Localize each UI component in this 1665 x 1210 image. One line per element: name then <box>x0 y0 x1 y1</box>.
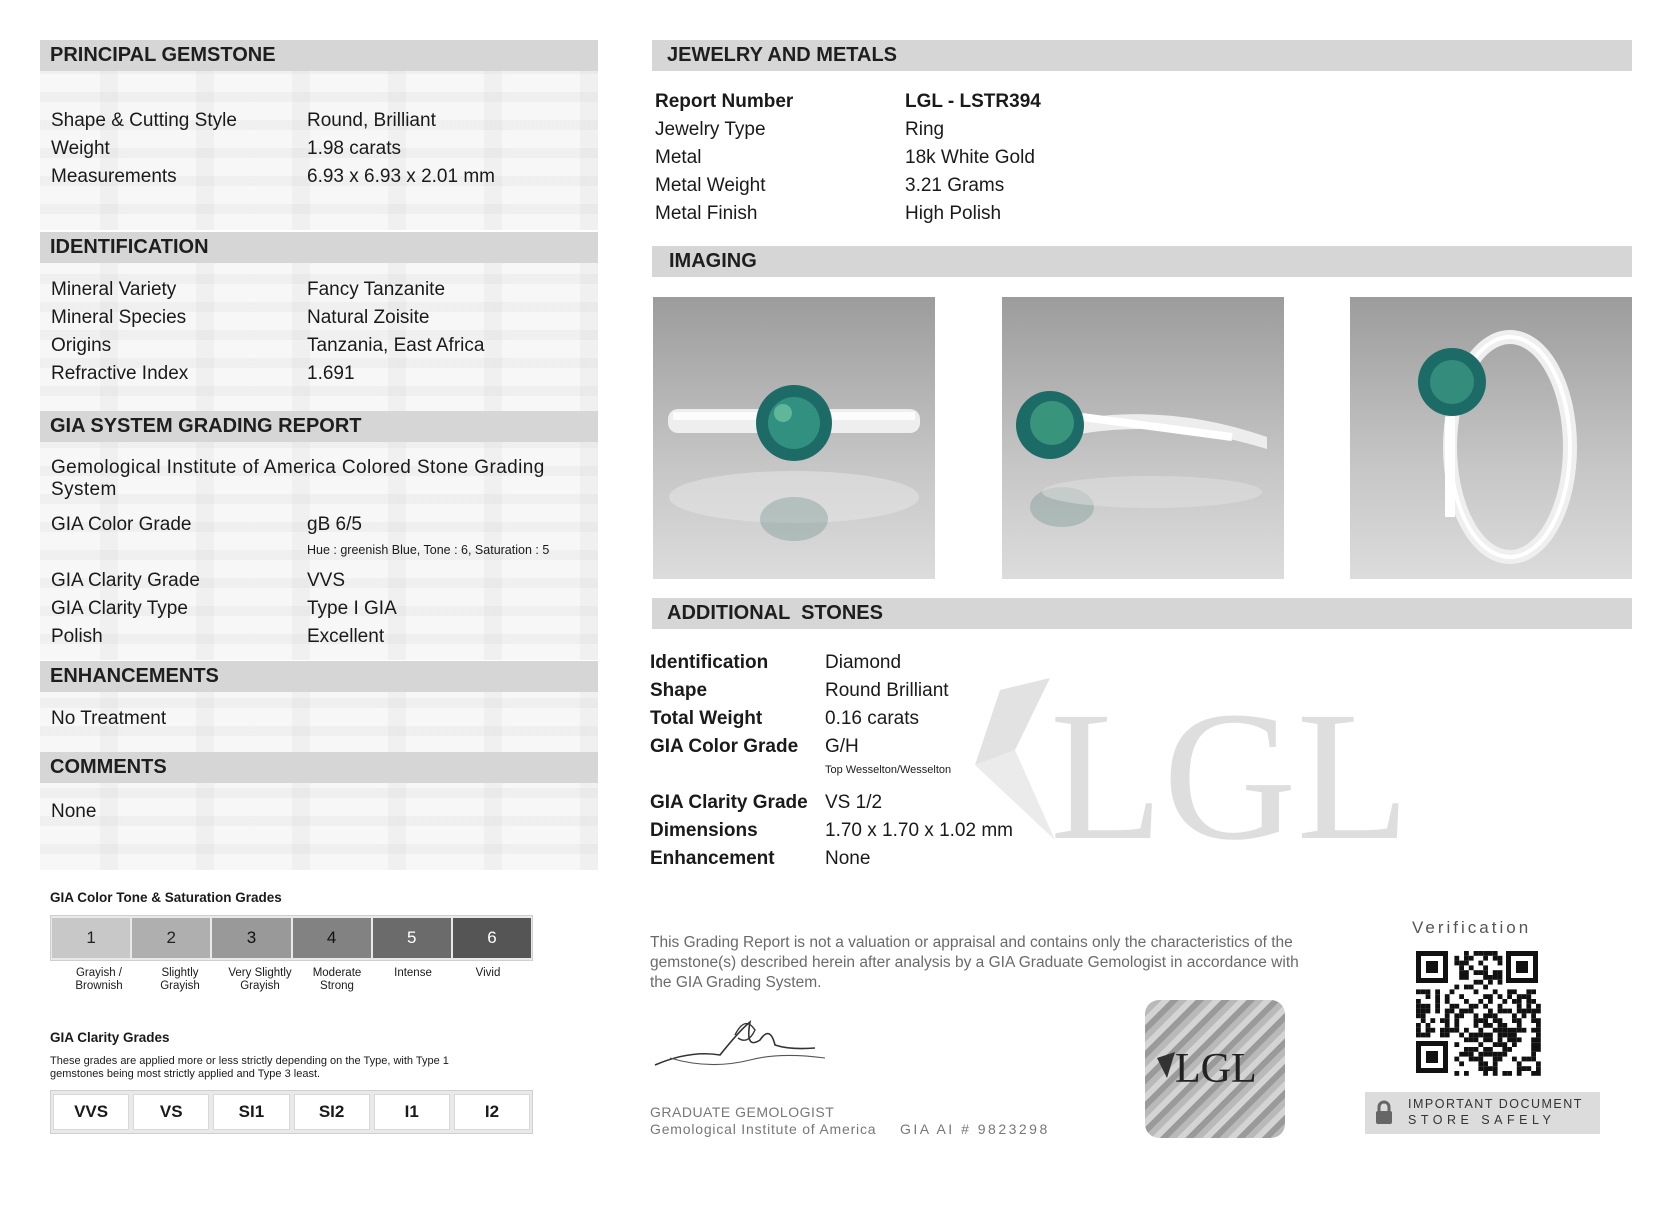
jewelry-type-value: Ring <box>905 119 945 140</box>
tone-cell-6: 6 <box>453 918 531 958</box>
origins-label: Origins <box>51 335 112 356</box>
gia-intro-text: Gemological Institute of America Colored Stone Grading System <box>51 457 545 500</box>
tone-cell-2: 2 <box>132 918 210 958</box>
qr-code <box>1412 947 1542 1077</box>
additional-color-note: Top Wesselton/Wesselton <box>825 764 952 776</box>
weight-value: 1.98 carats <box>307 138 401 159</box>
refractive-index-value: 1.691 <box>307 363 355 384</box>
report-number-value: LGL - LSTR394 <box>905 91 1041 112</box>
tone-cell-1: 1 <box>52 918 130 958</box>
tone-label-2: Slightly Grayish <box>160 967 200 992</box>
gia-clarity-type-label: GIA Clarity Type <box>51 598 188 619</box>
enhancements-value: No Treatment <box>51 708 167 729</box>
metal-value: 18k White Gold <box>905 147 1035 168</box>
gia-clarity-grade-label: GIA Clarity Grade <box>51 570 200 591</box>
additional-color-grade-label: GIA Color Grade <box>650 736 799 757</box>
gemologist-org: Gemological Institute of America <box>650 1121 877 1137</box>
shape-value: Round, Brilliant <box>307 110 436 131</box>
tone-cell-4: 4 <box>293 918 371 958</box>
polish-label: Polish <box>51 626 103 647</box>
additional-enhancement-label: Enhancement <box>650 848 775 869</box>
metal-label: Metal <box>655 147 702 168</box>
watermark-panel-comments <box>40 782 598 870</box>
tone-label-4: Moderate Strong <box>312 967 362 992</box>
important-line2: STORE SAFELY <box>1408 1113 1556 1127</box>
additional-clarity-grade-label: GIA Clarity Grade <box>650 792 808 813</box>
gia-color-grade-label: GIA Color Grade <box>51 514 192 535</box>
tone-label-3: Very Slightly Grayish <box>228 967 292 992</box>
clarity-cell-vvs: VVS <box>53 1094 129 1130</box>
polish-value: Excellent <box>307 626 385 647</box>
gia-clarity-type-value: Type I GIA <box>307 598 397 619</box>
metal-weight-label: Metal Weight <box>655 175 766 196</box>
important-document-badge <box>1365 1092 1600 1134</box>
mineral-variety-value: Fancy Tanzanite <box>307 279 446 300</box>
shape-label: Shape & Cutting Style <box>51 110 237 131</box>
hologram-seal <box>1145 1000 1285 1138</box>
additional-clarity-grade-value: VS 1/2 <box>825 792 883 813</box>
clarity-cell-vs: VS <box>133 1094 209 1130</box>
clarity-cell-si1: SI1 <box>213 1094 289 1130</box>
ring-photo-angle <box>1350 297 1632 579</box>
ring-photo-side <box>1002 297 1284 579</box>
clarity-scale-bar <box>50 1090 533 1134</box>
jewelry-type-label: Jewelry Type <box>655 119 766 140</box>
additional-identification-label: Identification <box>650 652 769 673</box>
clarity-cell-i2: I2 <box>454 1094 530 1130</box>
metal-finish-value: High Polish <box>905 203 1002 224</box>
additional-total-weight-value: 0.16 carats <box>825 708 919 729</box>
gia-clarity-grade-value: VVS <box>307 570 346 591</box>
additional-dimensions-label: Dimensions <box>650 820 758 841</box>
lgl-watermark-text: LGL <box>1050 674 1410 879</box>
tone-label-5: Intense <box>394 967 432 979</box>
additional-identification-value: Diamond <box>825 652 902 673</box>
section-header-comments: COMMENTS <box>40 752 598 783</box>
gia-color-grade-value: gB 6/5 <box>307 514 362 535</box>
verification-label: Verification <box>1412 918 1532 937</box>
section-header-principal-gemstone: PRINCIPAL GEMSTONE <box>40 40 598 71</box>
tone-scale-bar <box>50 915 533 961</box>
clarity-scale-title: GIA Clarity Grades <box>50 1030 170 1045</box>
metal-weight-value: 3.21 Grams <box>905 175 1005 196</box>
measurements-value: 6.93 x 6.93 x 2.01 mm <box>307 166 495 187</box>
mineral-species-label: Mineral Species <box>51 307 187 328</box>
mineral-variety-label: Mineral Variety <box>51 279 177 300</box>
section-header-jewelry-metals: JEWELRY AND METALS <box>652 40 1632 71</box>
origins-value: Tanzania, East Africa <box>307 335 485 356</box>
section-header-identification: IDENTIFICATION <box>40 232 598 263</box>
additional-shape-value: Round Brilliant <box>825 680 949 701</box>
measurements-label: Measurements <box>51 166 177 187</box>
additional-total-weight-label: Total Weight <box>650 708 763 729</box>
clarity-scale-note: These grades are applied more or less strictly depending on the Type, with Type 1 gemstones being most strictly applied and Type 3 least. <box>50 1055 449 1080</box>
additional-shape-label: Shape <box>650 680 708 701</box>
clarity-cell-i1: I1 <box>374 1094 450 1130</box>
additional-dimensions-value: 1.70 x 1.70 x 1.02 mm <box>825 820 1013 841</box>
lgl-watermark-logo <box>955 670 1410 879</box>
gia-number: GIA AI # 9823298 <box>900 1121 1050 1137</box>
mineral-species-value: Natural Zoisite <box>307 307 430 328</box>
metal-finish-label: Metal Finish <box>655 203 758 224</box>
weight-label: Weight <box>51 138 110 159</box>
tone-cell-3: 3 <box>212 918 290 958</box>
tone-cell-5: 5 <box>373 918 451 958</box>
section-header-gia-system: GIA SYSTEM GRADING REPORT <box>40 411 598 442</box>
report-number-label: Report Number <box>655 91 794 112</box>
gemologist-title: GRADUATE GEMOLOGIST <box>650 1104 835 1120</box>
additional-enhancement-value: None <box>825 848 871 869</box>
section-header-additional-stones: ADDITIONAL STONES <box>652 598 1632 629</box>
refractive-index-label: Refractive Index <box>51 363 189 384</box>
hologram-logo-text: LGL <box>1175 1046 1257 1092</box>
gia-color-note: Hue : greenish Blue, Tone : 6, Saturation : 5 <box>307 543 550 557</box>
lock-icon <box>1375 1101 1393 1125</box>
disclaimer-text: This Grading Report is not a valuation or appraisal and contains only the characteristics of the gemstone(s) described herein after analysis by a GIA Graduate Gemologist in accordance with the GIA Grading System. <box>650 934 1299 991</box>
important-line1: IMPORTANT DOCUMENT <box>1408 1097 1583 1111</box>
additional-color-grade-value: G/H <box>825 736 859 757</box>
ring-photo-front <box>653 297 935 579</box>
tone-label-1: Grayish / Brownish <box>75 967 123 992</box>
tone-label-6: Vivid <box>475 967 501 979</box>
signature <box>650 1010 830 1080</box>
section-header-imaging: IMAGING <box>652 246 1632 277</box>
tone-scale-title: GIA Color Tone & Saturation Grades <box>50 890 282 905</box>
comments-value: None <box>51 801 97 822</box>
section-header-enhancements: ENHANCEMENTS <box>40 661 598 692</box>
clarity-cell-si2: SI2 <box>294 1094 370 1130</box>
